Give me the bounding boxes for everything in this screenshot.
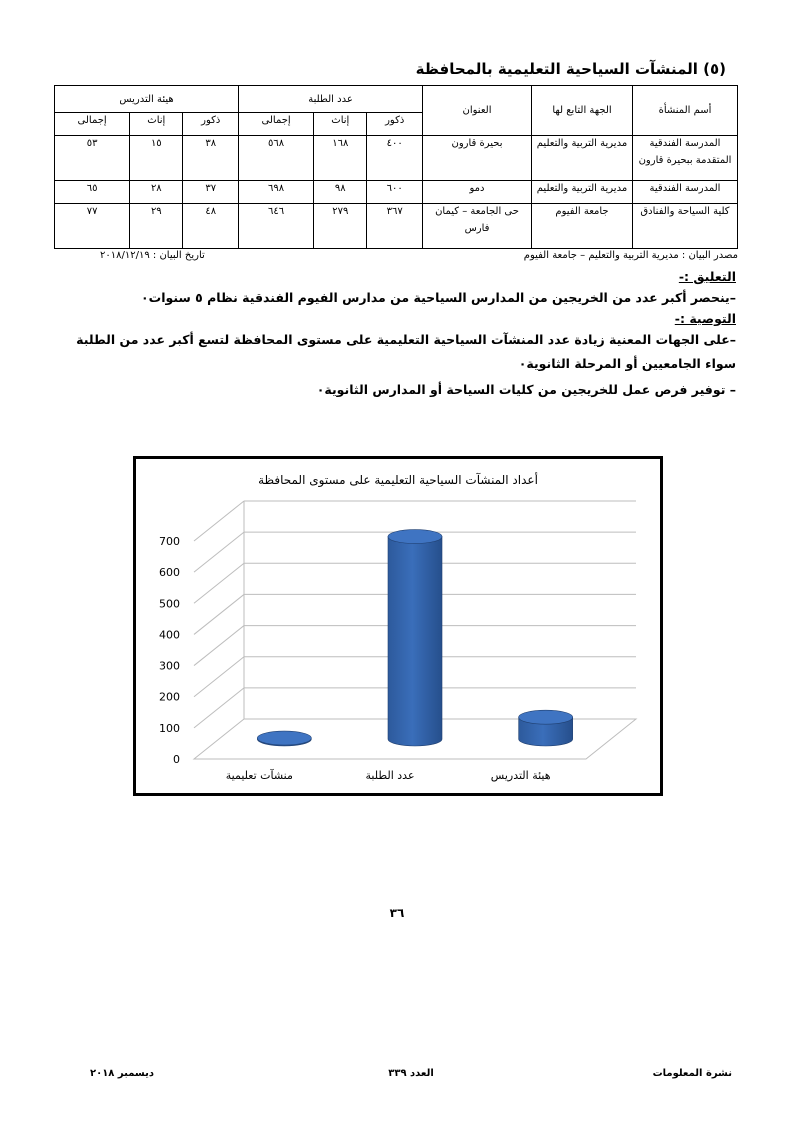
cell-address: بحيرة قارون [423, 136, 532, 181]
header-students: عدد الطلبة [239, 86, 423, 113]
subheader-staff-female: إناث [130, 113, 183, 136]
comment-text: –ينحصر أكبر عدد من الخريجين من المدارس السياحية من مدارس الفيوم الفندقية نظام ٥ سنوات٠ [141, 290, 736, 305]
recommendation-1: –على الجهات المعنية زيادة عدد المنشآت السياحية التعليمية على مستوى المحافظة لتسع أكبر عدد من الطلبة سواء الجامعيين أو المرحلة الثانوية٠ [76, 332, 736, 371]
gridline [194, 563, 244, 603]
header-name: أسم المنشأة [633, 86, 738, 136]
gridline [194, 594, 244, 634]
cell-address: دمو [423, 181, 532, 204]
recommendation-heading: التوصية :- [674, 311, 736, 326]
cell-staff-total: ٥٣ [55, 136, 130, 181]
bar [388, 530, 442, 746]
notes-section [56, 268, 736, 402]
chart-container [133, 456, 663, 796]
cell-students-male: ٦٠٠ [367, 181, 423, 204]
footer-issue: العدد ٣٣٩ [388, 1068, 434, 1079]
cell-affiliation: مديرية التربية والتعليم [532, 136, 633, 181]
y-tick-label: 700 [159, 535, 180, 548]
gridline [194, 688, 244, 728]
bar [257, 731, 311, 746]
cell-address: حى الجامعة – كيمان فارس [423, 204, 532, 249]
cell-staff-total: ٦٥ [55, 181, 130, 204]
cell-staff-total: ٧٧ [55, 204, 130, 249]
cell-students-male: ٤٠٠ [367, 136, 423, 181]
cell-students-total: ٥٦٨ [239, 136, 314, 181]
subheader-staff-total: إجمالى [55, 113, 130, 136]
footer-publication: نشرة المعلومات [652, 1068, 732, 1079]
gridline [194, 657, 244, 697]
data-source-line [100, 250, 738, 261]
facilities-table [54, 85, 738, 249]
gridline [194, 626, 244, 666]
data-source: مصدر البيان : مديرية التربية والتعليم – جامعة الفيوم [523, 250, 738, 261]
y-tick-label: 100 [159, 721, 180, 735]
cell-name: المدرسة الفندقية المتقدمة ببحيرة قارون [633, 136, 738, 181]
page-number: ٣٦ [389, 906, 405, 920]
cell-students-male: ٣٦٧ [367, 204, 423, 249]
subheader-students-total: إجمالى [239, 113, 314, 136]
cell-affiliation: مديرية التربية والتعليم [532, 181, 633, 204]
cell-staff-female: ١٥ [130, 136, 183, 181]
y-tick-label: 600 [159, 566, 180, 580]
subheader-staff-male: ذكور [183, 113, 239, 136]
bar-chart [136, 459, 660, 793]
table-row [55, 204, 738, 249]
cell-students-female: ٢٧٩ [314, 204, 367, 249]
comment-heading: التعليق :- [678, 269, 736, 284]
x-tick-label: منشآت تعليمية [225, 769, 293, 782]
chart-title: أعداد المنشآت السياحية التعليمية على مستوى المحافظة [258, 473, 538, 487]
bar [519, 710, 573, 746]
cell-students-female: ١٦٨ [314, 136, 367, 181]
header-affiliation: الجهة التابع لها [532, 86, 633, 136]
x-tick-label: عدد الطلبة [365, 769, 415, 782]
recommendation-2: – توفير فرص عمل للخريجين من كليات السياحة أو المدارس الثانوية٠ [316, 382, 736, 397]
cell-students-total: ٦٤٦ [239, 204, 314, 249]
subheader-students-female: إناث [314, 113, 367, 136]
cell-staff-female: ٢٩ [130, 204, 183, 249]
gridline [194, 532, 244, 572]
header-address: العنوان [423, 86, 532, 136]
page-title: (٥) المنشآت السياحية التعليمية بالمحافظة [415, 60, 726, 78]
footer-date: ديسمبر ٢٠١٨ [90, 1068, 154, 1079]
y-tick-label: 0 [173, 753, 180, 766]
y-tick-label: 200 [159, 690, 180, 704]
cell-students-female: ٩٨ [314, 181, 367, 204]
table-row [55, 136, 738, 181]
y-tick-label: 400 [159, 628, 180, 642]
cell-affiliation: جامعة الفيوم [532, 204, 633, 249]
y-tick-label: 500 [159, 597, 180, 611]
y-tick-label: 300 [159, 659, 180, 673]
data-date: تاريخ البيان : ٢٠١٨/١٢/١٩ [100, 250, 205, 261]
cell-name: كلية السياحة والفنادق [633, 204, 738, 249]
cell-staff-male: ٤٨ [183, 204, 239, 249]
gridline [194, 501, 244, 541]
cell-staff-male: ٣٧ [183, 181, 239, 204]
cell-name: المدرسة الفندقية [633, 181, 738, 204]
header-staff: هيئة التدريس [55, 86, 239, 113]
cell-staff-male: ٣٨ [183, 136, 239, 181]
subheader-students-male: ذكور [367, 113, 423, 136]
x-tick-label: هيئة التدريس [490, 769, 551, 782]
cell-students-total: ٦٩٨ [239, 181, 314, 204]
cell-staff-female: ٢٨ [130, 181, 183, 204]
table-row [55, 181, 738, 204]
